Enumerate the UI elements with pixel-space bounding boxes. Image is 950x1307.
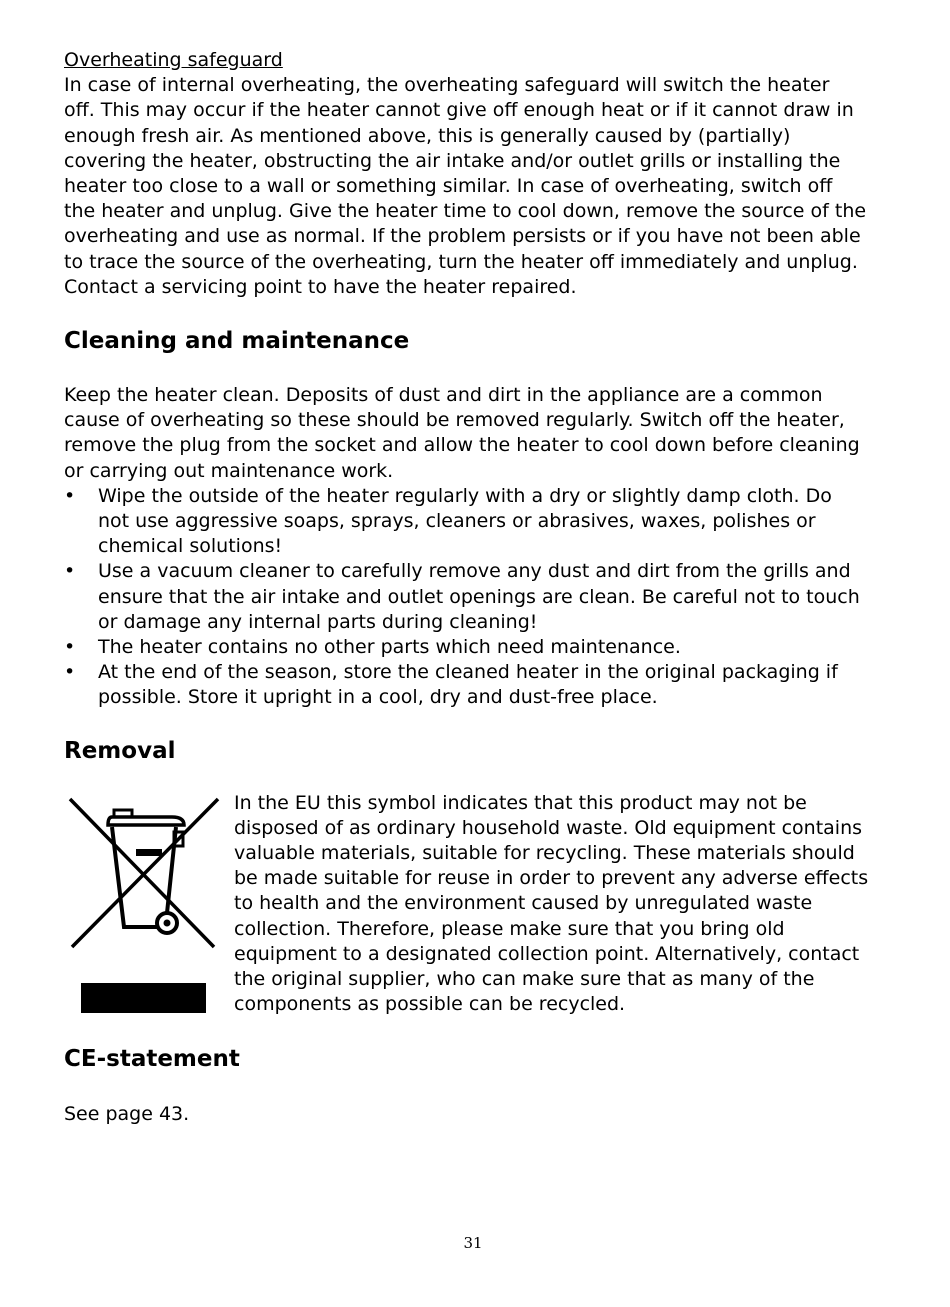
list-item	[64, 484, 894, 560]
text-line: the heater and unplug. Give the heater time to cool down, remove the source of the	[64, 200, 867, 223]
bullet-icon: •	[64, 661, 76, 684]
text-line: remove the plug from the socket and allow the heater to cool down before cleaning	[64, 434, 860, 457]
removal-section	[64, 791, 894, 1019]
text-line: or carrying out maintenance work.	[64, 459, 394, 482]
text-line: heater too close to a wall or something similar. In case of overheating, switch off	[64, 175, 833, 198]
text-line: possible. Store it upright in a cool, dry and dust-free place.	[98, 686, 658, 709]
text-line: collection. Therefore, please make sure that you bring old	[234, 917, 785, 940]
text-line: In the EU this symbol indicates that this product may not be	[234, 791, 807, 814]
text-line: enough fresh air. As mentioned above, this is generally caused by (partially)	[64, 124, 791, 147]
manual-page	[64, 48, 894, 1127]
page-number: 31	[463, 1234, 483, 1252]
text-line: Wipe the outside of the heater regularly with a dry or slightly damp cloth. Do	[98, 484, 832, 507]
text-line: Contact a servicing point to have the heater repaired.	[64, 275, 577, 298]
bullet-icon: •	[64, 636, 76, 659]
overheating-paragraph	[64, 73, 894, 300]
text-line: At the end of the season, store the cleaned heater in the original packaging if	[98, 661, 838, 684]
bullet-icon: •	[64, 560, 76, 583]
text-line: The heater contains no other parts which need maintenance.	[98, 636, 681, 659]
text-line: the original supplier, who can make sure that as many of the	[234, 968, 815, 991]
text-line: Keep the heater clean. Deposits of dust and dirt in the appliance are a common	[64, 384, 823, 407]
text-line: not use aggressive soaps, sprays, cleaners or abrasives, waxes, polishes or	[98, 510, 816, 533]
list-item	[64, 660, 894, 710]
crossed-out-wheelie-bin-icon	[68, 795, 220, 1015]
text-line: be made suitable for reuse in order to prevent any adverse effects	[234, 867, 869, 890]
text-line: cause of overheating so these should be removed regularly. Switch off the heater,	[64, 409, 845, 432]
text-line: equipment to a designated collection point. Alternatively, contact	[234, 942, 860, 965]
text-line: to health and the environment caused by unregulated waste	[234, 892, 813, 915]
text-line: Use a vacuum cleaner to carefully remove any dust and dirt from the grills and	[98, 560, 851, 583]
text-line: chemical solutions!	[98, 535, 283, 558]
text-line: to trace the source of the overheating, turn the heater off immediately and unplug.	[64, 250, 858, 273]
text-line: In case of internal overheating, the overheating safeguard will switch the heater	[64, 74, 830, 97]
text-line: valuable materials, suitable for recycling. These materials should	[234, 842, 855, 865]
text-line: or damage any internal parts during cleaning!	[98, 610, 538, 633]
list-item	[64, 635, 894, 660]
cleaning-heading: Cleaning and maintenance	[64, 328, 410, 355]
cleaning-intro	[64, 383, 894, 484]
text-line: ensure that the air intake and outlet openings are clean. Be careful not to touch	[98, 585, 860, 608]
text-line: disposed of as ordinary household waste. Old equipment contains	[234, 816, 863, 839]
text-line: covering the heater, obstructing the air intake and/or outlet grills or installing the	[64, 149, 841, 172]
overheating-section	[64, 48, 894, 300]
removal-heading: Removal	[64, 737, 176, 764]
text-line: off. This may occur if the heater cannot give off enough heat or if it cannot draw in	[64, 99, 854, 122]
removal-paragraph	[234, 791, 894, 1018]
list-item	[64, 559, 894, 635]
text-line: components as possible can be recycled.	[234, 993, 626, 1016]
overheating-heading: Overheating safeguard	[64, 49, 283, 71]
ce-heading: CE-statement	[64, 1045, 240, 1072]
bullet-icon: •	[64, 484, 76, 507]
text-line: overheating and use as normal. If the problem persists or if you have not been able	[64, 225, 861, 248]
cleaning-bullet-list	[64, 484, 894, 711]
ce-text: See page 43.	[64, 1102, 190, 1125]
